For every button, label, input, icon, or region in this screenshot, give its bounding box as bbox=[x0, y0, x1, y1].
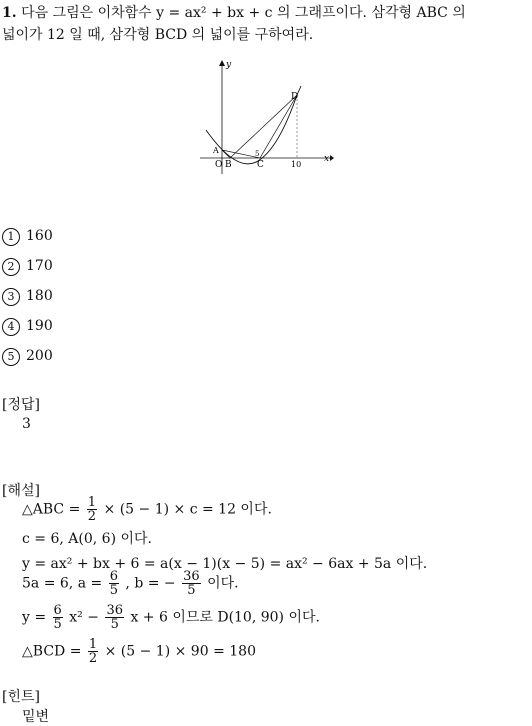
choice-4[interactable] bbox=[2, 318, 53, 336]
label-5: 5 bbox=[255, 150, 260, 158]
expl-l4-c: 이다. bbox=[207, 575, 239, 592]
question-line-2: 넓이가 12 일 때, 삼각형 BCD 의 넓이를 구하여라. bbox=[2, 27, 314, 43]
explanation-line-6 bbox=[22, 638, 256, 665]
expl-l6-b: × (5 − 1) × 90 = 180 bbox=[104, 643, 256, 660]
choice-marker-5: 5 bbox=[2, 348, 20, 366]
expl-l6-a: △BCD = bbox=[22, 643, 82, 660]
frac-top: 6 bbox=[53, 603, 62, 618]
explanation-line-3: y = ax² + bx + 6 = a(x − 1)(x − 5) = ax² − 6ax + 5a 이다. bbox=[22, 556, 428, 572]
answer-value: 3 bbox=[22, 416, 31, 432]
frac-top: 36 bbox=[106, 603, 123, 618]
explanation-line-1 bbox=[22, 496, 272, 523]
frac-bottom: 5 bbox=[110, 617, 119, 632]
choice-marker-1: 1 bbox=[2, 228, 20, 246]
explanation-label: [해설] bbox=[2, 483, 40, 499]
expl-l4-b: , b = − bbox=[125, 575, 176, 592]
choice-value-4: 190 bbox=[26, 318, 53, 334]
frac-bottom: 2 bbox=[88, 651, 98, 666]
question-number: 1. bbox=[2, 5, 17, 21]
frac-bottom: 5 bbox=[109, 583, 118, 598]
fraction-b bbox=[182, 570, 201, 597]
label-o: O bbox=[215, 160, 223, 170]
fraction-half-2 bbox=[88, 638, 98, 665]
parabola-figure bbox=[200, 58, 340, 183]
frac-bottom: 2 bbox=[87, 509, 97, 524]
x-axis-label: x bbox=[324, 154, 330, 164]
choice-marker-4: 4 bbox=[2, 318, 20, 336]
frac-top: 1 bbox=[88, 637, 98, 652]
expl-l4-a: 5a = 6, a = bbox=[22, 575, 103, 592]
expl-l5-c: x + 6 이므로 D(10, 90) 이다. bbox=[130, 609, 320, 626]
label-d: D bbox=[291, 92, 299, 102]
choice-value-2: 170 bbox=[26, 258, 53, 274]
frac-top: 36 bbox=[183, 569, 200, 584]
choice-value-1: 160 bbox=[26, 228, 53, 244]
frac-bottom: 5 bbox=[53, 617, 62, 632]
expl-l5-b: x² − bbox=[69, 609, 99, 626]
label-b: B bbox=[225, 160, 232, 170]
expl-l5-a: y = bbox=[22, 609, 47, 626]
explanation-line-5 bbox=[22, 604, 320, 631]
fraction-a bbox=[109, 570, 119, 597]
y-axis-label: y bbox=[226, 60, 232, 70]
label-c: C bbox=[257, 160, 264, 170]
choice-value-3: 180 bbox=[26, 288, 53, 304]
expl-l1-b: × (5 − 1) × c = 12 이다. bbox=[103, 501, 272, 518]
question-line-1 bbox=[2, 2, 466, 22]
label-10: 10 bbox=[291, 160, 302, 169]
choice-3[interactable] bbox=[2, 288, 53, 306]
choice-2[interactable] bbox=[2, 258, 53, 276]
fraction-coef-1 bbox=[53, 604, 63, 631]
choice-marker-3: 3 bbox=[2, 288, 20, 306]
frac-bottom: 5 bbox=[187, 583, 196, 598]
question-text-1: 다음 그림은 이차함수 y = ax² + bx + c 의 그래프이다. 삼각형 ABC 의 bbox=[21, 5, 466, 21]
choice-value-5: 200 bbox=[26, 348, 53, 364]
answer-label: [정답] bbox=[2, 397, 40, 413]
expl-l1-a: △ABC = bbox=[22, 501, 81, 518]
frac-top: 6 bbox=[109, 569, 118, 584]
choice-marker-2: 2 bbox=[2, 258, 20, 276]
explanation-line-2: c = 6, A(0, 6) 이다. bbox=[22, 531, 152, 547]
choice-1[interactable] bbox=[2, 228, 53, 246]
fraction-coef-2 bbox=[105, 604, 124, 631]
explanation-line-4 bbox=[22, 570, 239, 597]
frac-top: 1 bbox=[87, 495, 97, 510]
hint-label: [힌트] bbox=[2, 689, 40, 705]
hint-value: 밑변 bbox=[22, 709, 50, 725]
fraction-half-1 bbox=[87, 496, 97, 523]
choice-5[interactable] bbox=[2, 348, 53, 366]
label-a: A bbox=[213, 146, 219, 155]
